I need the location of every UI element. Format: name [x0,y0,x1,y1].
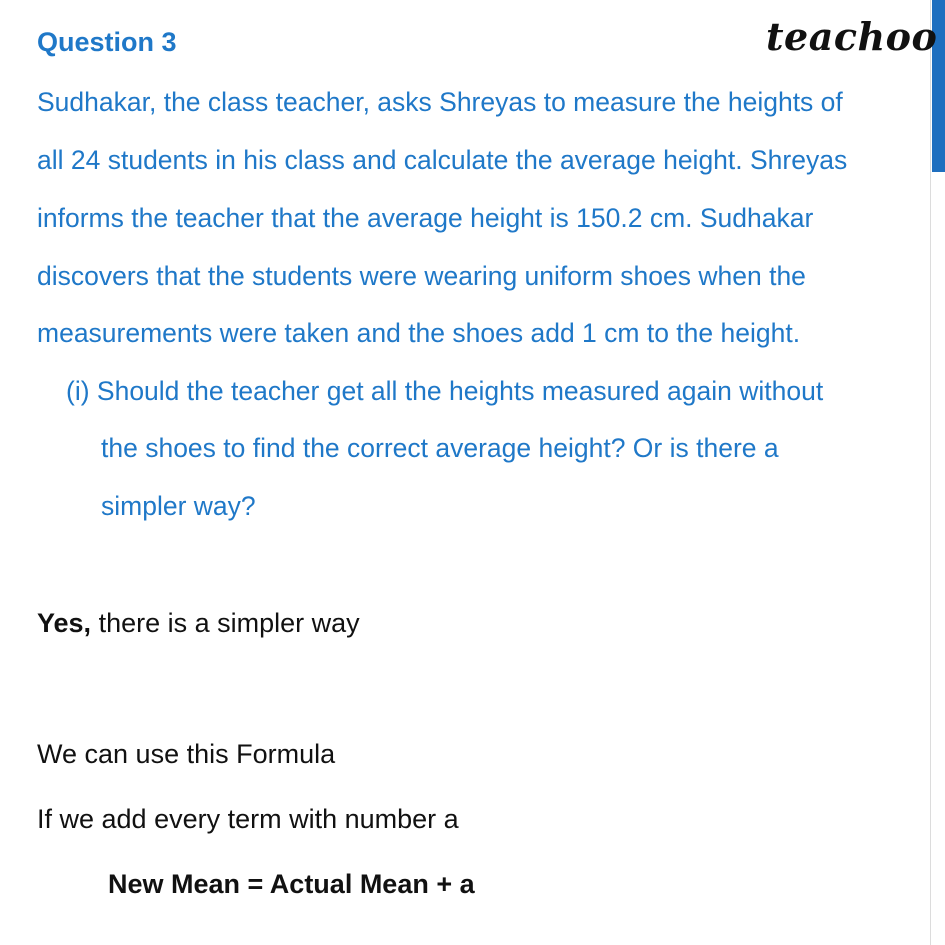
answer-yes-bold: Yes, [37,608,92,638]
formula-condition: If we add every term with number a [37,804,459,834]
question-line: informs the teacher that the average height is 150.2 cm. Sudhakar [37,203,814,233]
question-line: all 24 students in his class and calculate the average height. Shreyas [37,145,848,175]
teachoo-logo: teachoo [766,14,938,59]
answer-yes-rest: there is a simpler way [91,608,360,638]
scrollbar[interactable] [930,0,945,945]
formula-intro: We can use this Formula [37,739,336,769]
question-line: discovers that the students were wearing uniform shoes when the [37,261,806,291]
part-i-line: the shoes to find the correct average height? Or is there a [101,433,779,463]
question-line: Sudhakar, the class teacher, asks Shreyas to measure the heights of [37,87,843,117]
formula: New Mean = Actual Mean + a [108,869,475,899]
answer-yes-line [37,608,360,639]
question-line: measurements were taken and the shoes add 1 cm to the height. [37,318,801,348]
question-title: Question 3 [37,27,177,57]
part-i-line: (i) Should the teacher get all the heights measured again without [66,376,824,406]
part-i-line: simpler way? [101,491,256,521]
